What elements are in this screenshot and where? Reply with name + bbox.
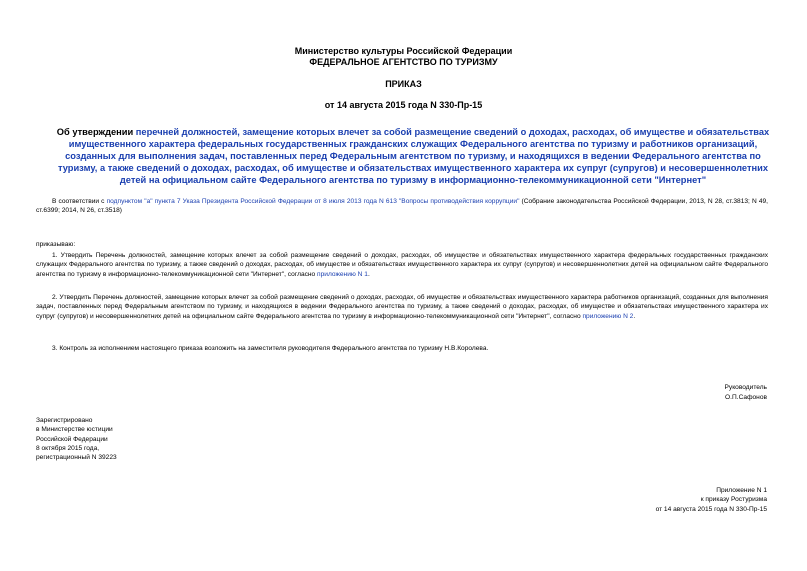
appendix-line: Приложение N 1 — [716, 487, 767, 494]
agency-name: ФЕДЕРАЛЬНОЕ АГЕНТСТВО ПО ТУРИЗМУ — [309, 57, 498, 67]
preamble-text-start: В соответствии с — [52, 198, 107, 205]
appendix-1-link[interactable]: приложению N 1 — [317, 270, 368, 278]
document-date-number: от 14 августа 2015 года N 330-Пр-15 — [324, 100, 483, 110]
registration-line: регистрационный N 39223 — [36, 454, 117, 462]
subject-link[interactable]: перечней должностей, замещение которых влечет за собой размещение сведений о доходах, расходах, об имуществе и обязательствах имущественного характера федеральных государственных гражданских служащих Федерального агентства по туризму и работников организаций, созданных для выполнения задач, поставленных перед Федеральным агентством по туризму, и находящихся в ведении Федерального агентства по туризму, а также сведений о доходах, расходах, об имуществе и обязательствах имущественного характера их супруг (супругов) и несовершеннолетних детей на официальном сайте Федерального агентства по туризму в информационно-телекоммуникационной сети "Интернет" — [57, 127, 770, 185]
decree-link[interactable]: подпунктом "а" пункта 7 Указа Президента Российской Федерации от 8 июля 2013 года N 613 "Вопросы противодействия коррупции" — [106, 198, 520, 205]
appendix-header — [656, 486, 767, 514]
document-type: ПРИКАЗ — [385, 79, 422, 89]
signature-title: Руководитель — [724, 384, 767, 391]
appendix-line: от 14 августа 2015 года N 330-Пр-15 — [655, 505, 767, 513]
appendix-line: к приказу Ростуризма — [700, 496, 767, 504]
appendix-2-link[interactable]: приложению N 2 — [582, 312, 634, 320]
item-2-end: . — [633, 312, 636, 320]
subject-prefix: Об утверждении — [56, 127, 136, 137]
order-word: приказываю: — [36, 241, 76, 248]
signature-name: О.П.Сафонов — [725, 394, 767, 401]
order-item-3: 3. Контроль за исполнением настоящего приказа возложить на заместителя руководителя Федерального агентства по туризму Н.В.Королева. — [52, 345, 489, 352]
order-item-2 — [36, 293, 768, 321]
registration-block — [36, 416, 117, 462]
document-subject — [52, 126, 774, 186]
preamble-text-end: (Собрание законодательства Российской Федерации, 2013, N 28, ст.3813; N 49, ст.6399; 2014, N 26, ст.3518) — [36, 198, 769, 215]
ministry-name: Министерство культуры Российской Федерации — [294, 46, 513, 56]
preamble-paragraph — [36, 197, 768, 216]
order-item-1 — [36, 251, 768, 279]
item-1-text: 1. Утвердить Перечень должностей, замещение которых влечет за собой размещение сведений о доходах, расходах, об имуществе и обязательствах имущественного характера федеральных государственных гражданских служащих Федерального агентства по туризму, а также сведений о доходах, расходах, об имуществе и обязательствах имущественного характера их супруг (супругов) и несовершеннолетних детей на официальном сайте Федерального агентства по туризму в информационно-телекоммуникационной сети "Интернет", согласно — [36, 252, 768, 278]
registration-line: 8 октября 2015 года, — [36, 444, 100, 452]
registration-line: в Министерстве юстиции — [36, 426, 113, 434]
registration-line: Зарегистрировано — [36, 417, 93, 424]
item-2-text: 2. Утвердить Перечень должностей, замещение которых влечет за собой размещение сведений о доходах, расходах, об имуществе и обязательствах имущественного характера работников организаций, созданных для выполнения задач, поставленных перед Федеральным агентством по туризму, и находящихся в ведении Федерального агентства по туризму, а также сведений о доходах, расходах, об имуществе и обязательствах имущественного характера их супруг (супругов) и несовершеннолетних детей на официальном сайте Федерального агентства по туризму в информационно-телекоммуникационной сети "Интернет", согласно — [36, 294, 768, 320]
item-1-end: . — [367, 270, 370, 278]
registration-line: Российской Федерации — [36, 435, 108, 443]
